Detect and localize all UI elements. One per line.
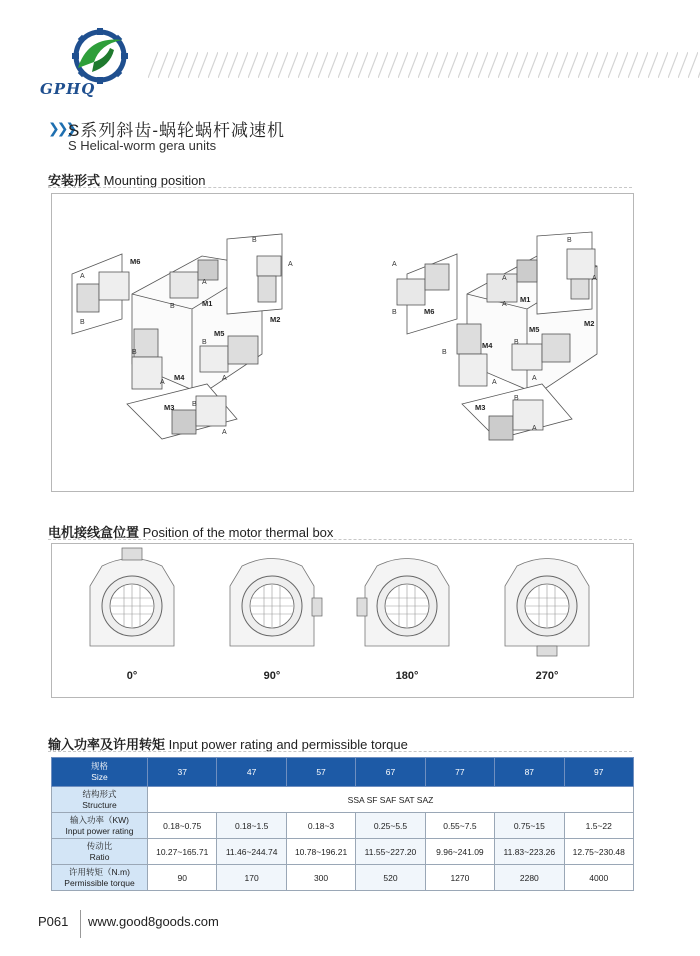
svg-text:B: B	[252, 237, 257, 244]
row-label: 结构形式 Structure	[52, 787, 148, 813]
table-row-ratio	[52, 839, 634, 865]
thermal-90-drawing	[230, 559, 322, 647]
svg-text:B: B	[170, 303, 175, 310]
heading-cn: 安装形式	[48, 173, 101, 188]
mounting-cube-left	[72, 234, 282, 439]
svg-text:A: A	[160, 379, 165, 386]
label-m6-right: M6	[424, 307, 435, 316]
chevron-icon: ❯❯❯	[48, 120, 75, 136]
row-label: 许用转矩（N.m) Permissible torque	[52, 865, 148, 891]
label-m3-left: M3	[164, 403, 175, 412]
torque-cell: 170	[217, 865, 286, 891]
ratio-cell: 9.96~241.09	[425, 839, 494, 865]
row-label: 传动比 Ratio	[52, 839, 148, 865]
label-m5-right: M5	[529, 325, 540, 334]
header-stripe-band	[148, 52, 700, 78]
table-row-torque	[52, 865, 634, 891]
heading-en: Mounting position	[103, 173, 206, 188]
size-cell: 97	[564, 758, 633, 787]
label-m4-left: M4	[174, 373, 185, 382]
svg-text:B: B	[192, 401, 197, 408]
svg-text:A: A	[502, 301, 507, 308]
thermal-diagram-box	[51, 543, 634, 698]
power-cell: 0.18~1.5	[217, 813, 286, 839]
thermal-label-90: 90°	[263, 670, 281, 682]
svg-text:B: B	[514, 339, 519, 346]
svg-text:B: B	[567, 237, 572, 244]
torque-cell: 520	[356, 865, 425, 891]
torque-cell: 1270	[425, 865, 494, 891]
ratio-cell: 11.83~223.26	[495, 839, 564, 865]
table-row-structure	[52, 787, 634, 813]
svg-text:B: B	[442, 349, 447, 356]
svg-text:A: A	[202, 279, 207, 286]
table-row-size	[52, 758, 634, 787]
row-label: 规格 Size	[52, 758, 148, 787]
thermal-label-270: 270°	[535, 670, 559, 682]
svg-text:A: A	[502, 275, 507, 282]
heading-en: Input power rating and permissible torque	[168, 737, 408, 752]
ratio-cell: 11.55~227.20	[356, 839, 425, 865]
heading-cn: 电机接线盒位置	[48, 525, 140, 540]
ratio-cell: 12.75~230.48	[564, 839, 633, 865]
page-title-en: S Helical-worm gera units	[68, 138, 217, 153]
row-label: 输入功率（KW) Input power rating	[52, 813, 148, 839]
torque-cell: 90	[148, 865, 217, 891]
size-cell: 47	[217, 758, 286, 787]
power-torque-table	[51, 757, 634, 891]
divider	[48, 187, 632, 188]
divider	[48, 751, 632, 752]
thermal-180-drawing	[357, 559, 449, 647]
svg-text:A: A	[592, 275, 597, 282]
website-link[interactable]: www.good8goods.com	[88, 914, 219, 929]
power-cell: 0.55~7.5	[425, 813, 494, 839]
svg-text:A: A	[80, 273, 85, 280]
thermal-0-drawing	[90, 548, 174, 646]
label-m6-left: M6	[130, 257, 141, 266]
torque-cell: 2280	[495, 865, 564, 891]
svg-text:B: B	[202, 339, 207, 346]
label-m2-right: M2	[584, 319, 595, 328]
size-cell: 87	[495, 758, 564, 787]
label-m2-left: M2	[270, 315, 281, 324]
svg-text:B: B	[514, 395, 519, 402]
ratio-cell: 10.27~165.71	[148, 839, 217, 865]
label-m3-right: M3	[475, 403, 486, 412]
mounting-diagram-box	[51, 193, 634, 492]
logo-text: GPHQ	[40, 80, 96, 98]
size-cell: 77	[425, 758, 494, 787]
power-cell: 0.25~5.5	[356, 813, 425, 839]
svg-text:A: A	[392, 261, 397, 268]
ratio-cell: 10.78~196.21	[286, 839, 355, 865]
svg-text:A: A	[532, 375, 537, 382]
power-cell: 0.18~0.75	[148, 813, 217, 839]
page-number: P061	[38, 914, 69, 929]
size-cell: 57	[286, 758, 355, 787]
mounting-diagram	[52, 194, 633, 491]
svg-text:A: A	[492, 379, 497, 386]
heading-en: Position of the motor thermal box	[142, 525, 334, 540]
torque-cell: 4000	[564, 865, 633, 891]
torque-cell: 300	[286, 865, 355, 891]
size-cell: 37	[148, 758, 217, 787]
svg-text:A: A	[222, 429, 227, 436]
structure-cell: SSA SF SAF SAT SAZ	[148, 787, 634, 813]
power-cell: 0.75~15	[495, 813, 564, 839]
label-m1-left: M1	[202, 299, 213, 308]
thermal-label-180: 180°	[395, 670, 419, 682]
svg-text:A: A	[532, 425, 537, 432]
power-cell: 0.18~3	[286, 813, 355, 839]
mounting-cube-right	[397, 232, 597, 440]
ratio-cell: 11.46~244.74	[217, 839, 286, 865]
label-m1-right: M1	[520, 295, 531, 304]
svg-text:A: A	[288, 261, 293, 268]
footer-divider	[80, 910, 81, 938]
label-m5-left: M5	[214, 329, 225, 338]
heading-cn: 输入功率及许用转矩	[48, 737, 166, 752]
svg-text:B: B	[80, 319, 85, 326]
svg-text:A: A	[222, 375, 227, 382]
thermal-label-0: 0°	[126, 670, 138, 682]
thermal-270-drawing	[505, 559, 589, 657]
svg-text:B: B	[132, 349, 137, 356]
size-cell: 67	[356, 758, 425, 787]
label-m4-right: M4	[482, 341, 493, 350]
power-cell: 1.5~22	[564, 813, 633, 839]
page-title-cn: S系列斜齿-蜗轮蜗杆减速机	[68, 121, 285, 140]
table-row-power	[52, 813, 634, 839]
svg-text:B: B	[392, 309, 397, 316]
divider	[48, 539, 632, 540]
